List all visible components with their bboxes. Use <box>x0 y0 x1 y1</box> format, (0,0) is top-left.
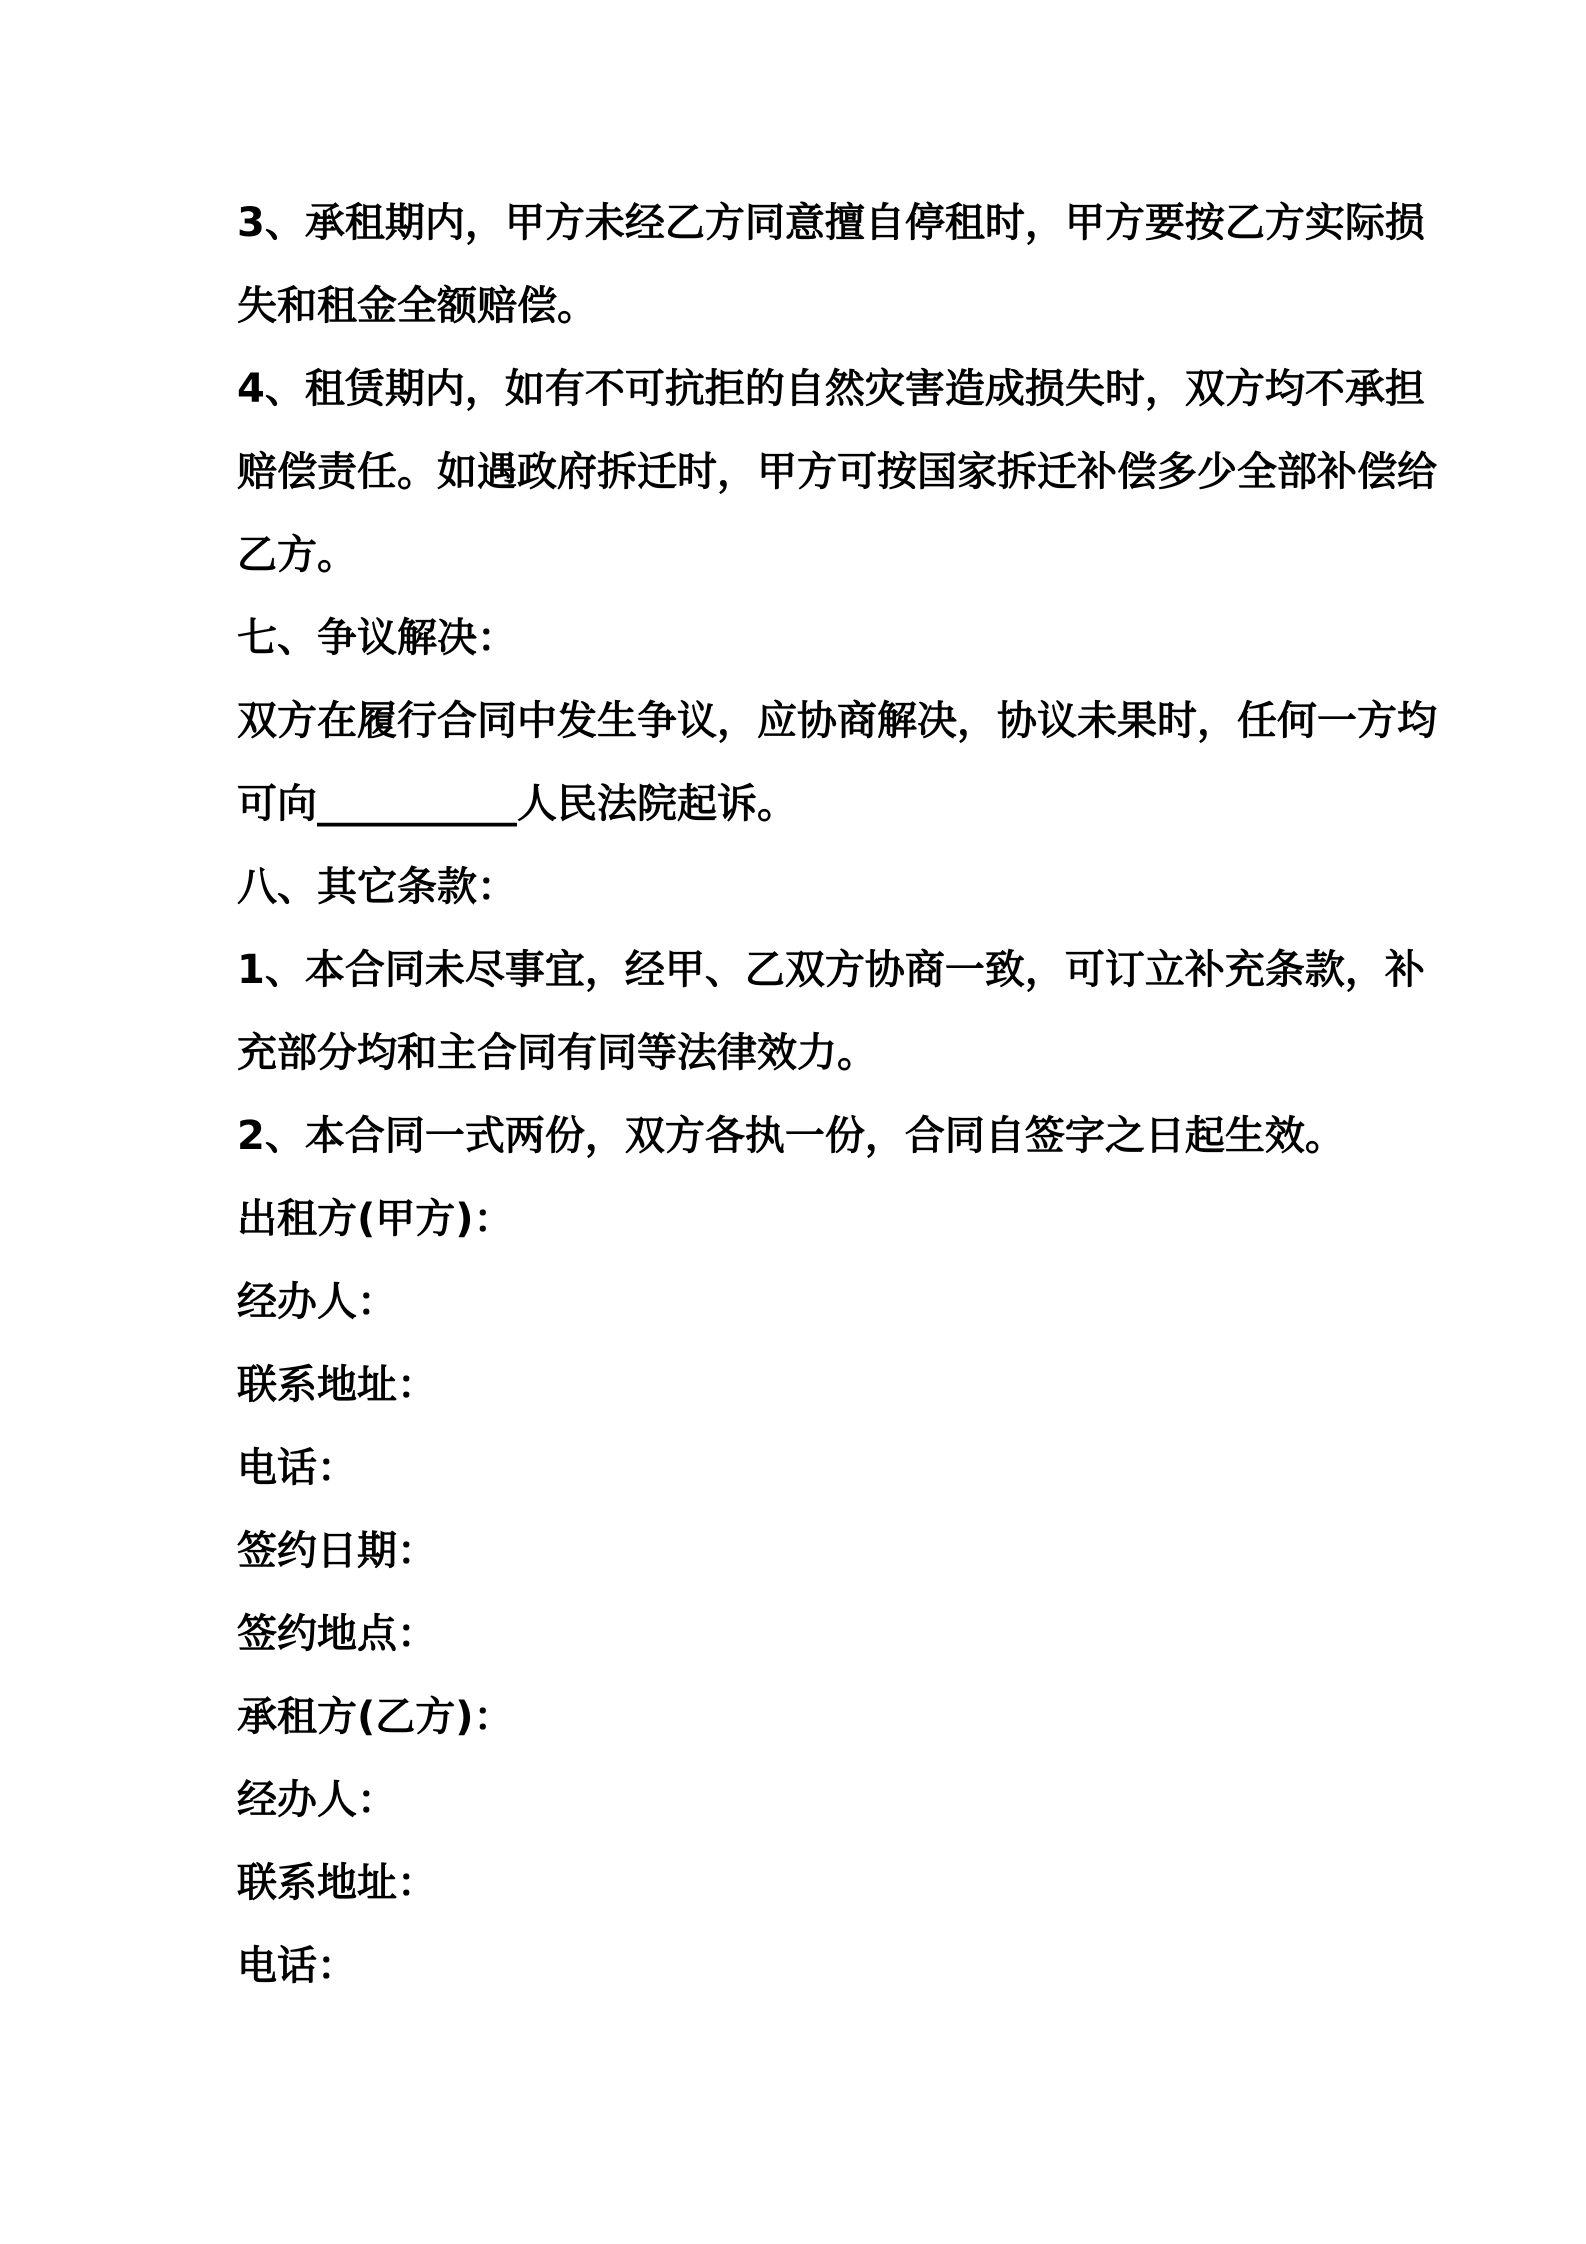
lessor-party-a-label: 出租方(甲方)： <box>237 1196 514 1242</box>
section-8-heading: 八、其它条款： <box>237 864 517 910</box>
section-8-clause-1-line-2: 充部分均和主合同有同等法律效力。 <box>237 1030 877 1076</box>
lessee-phone-label: 电话： <box>237 1943 357 1989</box>
lessee-party-b-label: 承租方(乙方)： <box>237 1694 514 1740</box>
section-8-clause-2: 2、本合同一式两份，双方各执一份，合同自签字之日起生效。 <box>237 1113 1345 1159</box>
lessee-agent-label: 经办人： <box>237 1777 397 1823</box>
section-7-heading: 七、争议解决： <box>237 615 517 661</box>
lessee-address-label: 联系地址： <box>237 1860 437 1906</box>
clause-3-line-2: 失和租金全额赔偿。 <box>237 283 597 329</box>
contract-body <box>237 182 1447 2008</box>
section-7-text-line-2-blank-field: 可向__________人民法院起诉。 <box>237 781 797 827</box>
section-8-clause-1-line-1: 1、本合同未尽事宜，经甲、乙双方协商一致，可订立补充条款，补 <box>237 947 1425 993</box>
signing-place-label: 签约地点： <box>237 1611 437 1657</box>
lessor-phone-label: 电话： <box>237 1445 357 1491</box>
section-7-text-line-1: 双方在履行合同中发生争议，应协商解决，协议未果时，任何一方均 <box>237 698 1437 744</box>
clause-4-line-1: 4、租赁期内，如有不可抗拒的自然灾害造成损失时，双方均不承担 <box>237 366 1425 412</box>
clause-4-line-2: 赔偿责任。如遇政府拆迁时，甲方可按国家拆迁补偿多少全部补偿给 <box>237 449 1437 495</box>
lessor-address-label: 联系地址： <box>237 1362 437 1408</box>
signing-date-label: 签约日期： <box>237 1528 437 1574</box>
lessor-agent-label: 经办人： <box>237 1279 397 1325</box>
clause-3-line-1: 3、承租期内，甲方未经乙方同意擅自停租时，甲方要按乙方实际损 <box>237 200 1425 246</box>
clause-4-line-3: 乙方。 <box>237 532 357 578</box>
